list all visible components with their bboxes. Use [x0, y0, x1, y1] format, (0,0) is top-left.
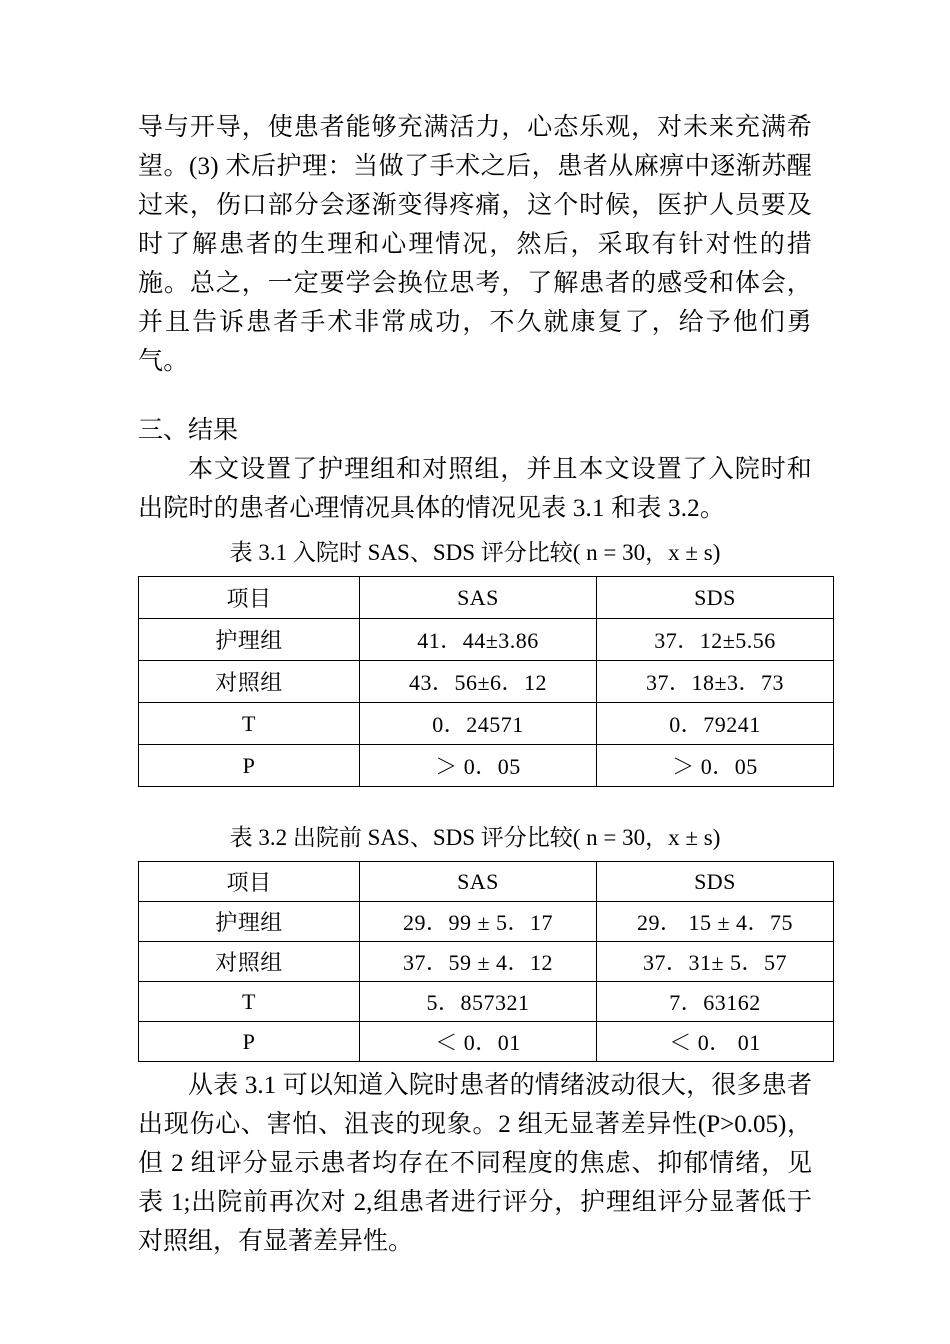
table2-r2-c2: 7．63162 [597, 982, 834, 1022]
table1-r2-c0: T [139, 703, 360, 745]
table1-r0-c0: 护理组 [139, 619, 360, 661]
table-row [139, 942, 834, 982]
table-row [139, 982, 834, 1022]
table-row [139, 703, 834, 745]
table1-r1-c1: 43．56±6．12 [360, 661, 597, 703]
table-row [139, 619, 834, 661]
table2-r2-c0: T [139, 982, 360, 1022]
table2-r0-c0: 护理组 [139, 902, 360, 942]
table2-header-item: 项目 [139, 862, 360, 902]
paragraph-post-op-care: 导与开导，使患者能够充满活力，心态乐观，对未来充满希望。(3) 术后护理：当做了手术之后，患者从麻痹中逐渐苏醒过来，伤口部分会逐渐变得疼痛，这个时候，医护人员要及时了解患者的生理和心理情况，然后，采取有针对性的措施。总之，一定要学会换位思考，了解患者的感受和体会，并且告诉患者手术非常成功，不久就康复了，给予他们勇气。 [138, 114, 812, 375]
table-header-row [139, 577, 834, 619]
table2-r3-c0: P [139, 1022, 360, 1062]
table2-r0-c1: 29．99 ± 5．17 [360, 902, 597, 942]
table1-r3-c2: ＞ 0．05 [597, 745, 834, 787]
table1-header-sas: SAS [360, 577, 597, 619]
table2-r0-c2: 29． 15 ± 4．75 [597, 902, 834, 942]
table1-header-sds: SDS [597, 577, 834, 619]
table-discharge-scores [138, 861, 834, 1062]
table2-r3-c2: ＜ 0． 01 [597, 1022, 834, 1062]
paragraph-intro: 本文设置了护理组和对照组，并且本文设置了入院时和出院时的患者心理情况具体的情况见表 3.1 和表 3.2。 [138, 456, 812, 522]
table1-r2-c2: 0．79241 [597, 703, 834, 745]
table1-r0-c2: 37．12±5.56 [597, 619, 834, 661]
table1-r3-c1: ＞ 0．05 [360, 745, 597, 787]
table-header-row [139, 862, 834, 902]
table2-r1-c1: 37．59 ± 4．12 [360, 942, 597, 982]
section-heading-results: 三、结果 [138, 417, 239, 444]
table1-header-item: 项目 [139, 577, 360, 619]
table1-r0-c1: 41．44±3.86 [360, 619, 597, 661]
table-admission-scores [138, 576, 834, 787]
table1-caption: 表 3.1 入院时 SAS、SDS 评分比较( n = 30，x ± s) [229, 540, 721, 565]
table2-header-sas: SAS [360, 862, 597, 902]
table1-r3-c0: P [139, 745, 360, 787]
table1-r1-c2: 37．18±3．73 [597, 661, 834, 703]
paragraph-closing: 从表 3.1 可以知道入院时患者的情绪波动很大，很多患者出现伤心、害怕、沮丧的现象。2 组无显著差异性(P>0.05)，但 2 组评分显示患者均存在不同程度的焦虑、抑郁情绪，见表 1;出院前再次对 2,组患者进行评分，护理组评分显著低于对照组，有显著差异性。 [138, 1072, 812, 1255]
table1-r2-c1: 0．24571 [360, 703, 597, 745]
table2-r3-c1: ＜ 0．01 [360, 1022, 597, 1062]
table2-header-sds: SDS [597, 862, 834, 902]
table2-r2-c1: 5．857321 [360, 982, 597, 1022]
table2-caption: 表 3.2 出院前 SAS、SDS 评分比较( n = 30，x ± s) [229, 825, 721, 850]
table1-r1-c0: 对照组 [139, 661, 360, 703]
table-row [139, 902, 834, 942]
table-row [139, 745, 834, 787]
table-row [139, 661, 834, 703]
table-row [139, 1022, 834, 1062]
table2-r1-c0: 对照组 [139, 942, 360, 982]
table2-r1-c2: 37．31± 5．57 [597, 942, 834, 982]
